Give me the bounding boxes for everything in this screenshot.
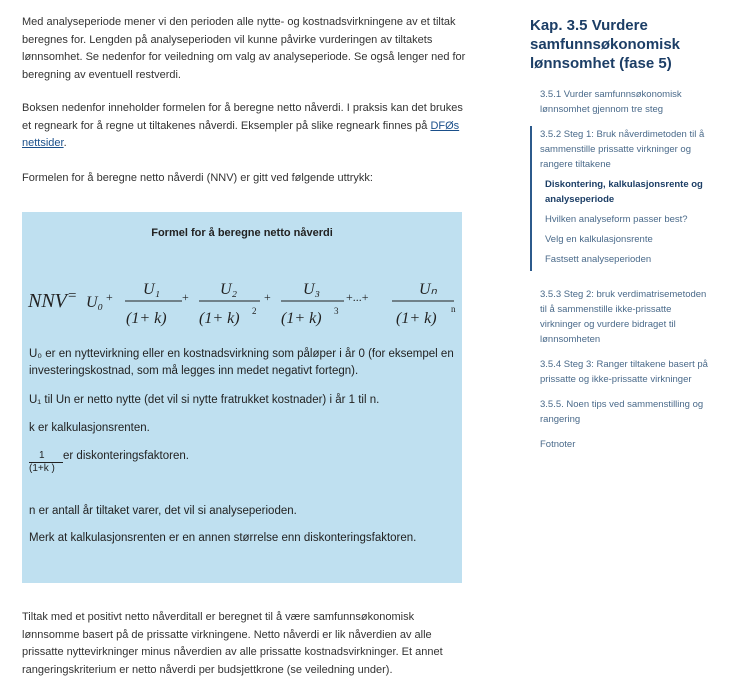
frac-numerator: 1 [39, 450, 45, 461]
sidebar-item-3-5-2[interactable]: 3.5.2 Steg 1: Bruk nåverdimetoden til å sammenstille prissatte virkninger og rangere tiltakene [540, 129, 705, 170]
eq-plus-1: + [182, 290, 189, 304]
sidebar-item-3-5-5[interactable]: 3.5.5. Noen tips ved sammenstilling og rangering [540, 399, 704, 425]
sidebar-subitem-analyseperioden[interactable]: Fastsett analyseperioden [545, 254, 652, 265]
frac-text: er diskonteringsfaktoren. [63, 450, 189, 462]
eq-plus-2: + [264, 290, 271, 304]
eq-denom-3: (1+ k) [281, 310, 322, 327]
paragraph-formula-intro [22, 100, 467, 153]
note-u1-un: U₁ til Un er netto nytte (det vil si nytte fratrukket kostnader) i år 1 til n. [29, 394, 380, 406]
eq-denom-1: (1+ k) [126, 310, 167, 327]
nnv-equation [22, 270, 462, 340]
paragraph-conclusion: Tiltak med et positivt netto nåverditall er beregnet til å være samfunnsøkonomisk lønnsomme basert på de prissatte virkningene. Netto nåverdi er lik nåverdien av alle prissatte nyttevirkninger minus nåverdien av alle prissatte kostnadsvirkninger. Et annet rangeringskriterium er netto nåverdi per budsjettkrone (se veiledning under). [22, 611, 443, 676]
eq-u1: U₁ [143, 281, 161, 298]
sidebar-item-3-5-1[interactable]: 3.5.1 Vurder samfunnsøkonomisk lønnsomhet gjennom tre steg [540, 89, 682, 115]
eq-plus-0: + [106, 290, 113, 304]
eq-u3: U₃ [303, 281, 321, 298]
dfo-link[interactable]: DFØs nettsider [22, 119, 460, 149]
eq-denom-n: (1+ k) [396, 310, 437, 327]
sidebar-item-3-5-3[interactable]: 3.5.3 Steg 2: bruk verdimatrisemetoden til å sammenstille ikke-prissatte virkninger og vurdere bidraget til lønnsomheten [540, 289, 707, 345]
note-u0: U₀ er en nyttevirkning eller en kostnadsvirkning som påløper i år 0 (for eksempel en investeringskostnad, som må legges inn medet negativt fortegn). [29, 348, 454, 377]
paragraph-end: . [63, 137, 67, 149]
note-merk: Merk at kalkulasjonsrenten er en annen størrelse enn diskonteringsfaktoren. [29, 532, 417, 544]
frac-denominator: (1+k ) [29, 463, 55, 474]
eq-un: Uₙ [419, 281, 437, 298]
note-k: k er kalkulasjonsrenten. [29, 422, 150, 434]
eq-ellipsis: +...+ [346, 290, 369, 304]
sidebar-subitem-diskontering[interactable]: Diskontering, kalkulasjonsrente og analyseperiode [545, 179, 703, 205]
discount-factor-note [29, 450, 459, 480]
eq-exp-n: n [451, 304, 456, 314]
sidebar-subitem-kalkulasjonsrente[interactable]: Velg en kalkulasjonsrente [545, 234, 653, 245]
formula-title: Formel for å beregne netto nåverdi [151, 227, 333, 239]
sidebar-title: Kap. 3.5 Vurdere samfunnsøkonomisk lønnsomhet (fase 5) [530, 17, 681, 72]
eq-equals: = [68, 288, 77, 304]
paragraph-formula-intro-text: Boksen nedenfor inneholder formelen for å beregne netto nåverdi. I praksis kan det brukes et regneark for å regne ut tiltakenes nåverdi. Eksempler på slike regneark finnes på [22, 102, 463, 132]
eq-exp-2: 2 [252, 306, 257, 316]
sidebar-item-3-5-4[interactable]: 3.5.4 Steg 3: Ranger tiltakene basert på prissatte og ikke-prissatte virkninger [540, 359, 708, 385]
sidebar-item-fotnoter[interactable]: Fotnoter [540, 439, 576, 450]
note-n: n er antall år tiltaket varer, det vil si analyseperioden. [29, 505, 297, 517]
sidebar-active-bar [530, 126, 532, 271]
eq-exp-3: 3 [334, 306, 339, 316]
eq-u2: U₂ [220, 281, 238, 298]
eq-lhs: NNV [28, 290, 67, 312]
eq-u0: U₀ [86, 294, 104, 311]
sidebar-subitem-analyseform[interactable]: Hvilken analyseform passer best? [545, 214, 688, 225]
paragraph-nnv-intro: Formelen for å beregne netto nåverdi (NNV) er gitt ved følgende uttrykk: [22, 172, 373, 184]
eq-denom-2: (1+ k) [199, 310, 240, 327]
paragraph-analyseperiode: Med analyseperiode mener vi den perioden alle nytte- og kostnadsvirkningene av et tiltak beregnes for. Lengden på analyseperioden vil kunne påvirke vurderingen av tiltakets lønnsomhet. Se nedenfor for veiledning om valg av analyseperiode. Se også lenger ned for beregning av eventuell restverdi. [22, 16, 466, 81]
